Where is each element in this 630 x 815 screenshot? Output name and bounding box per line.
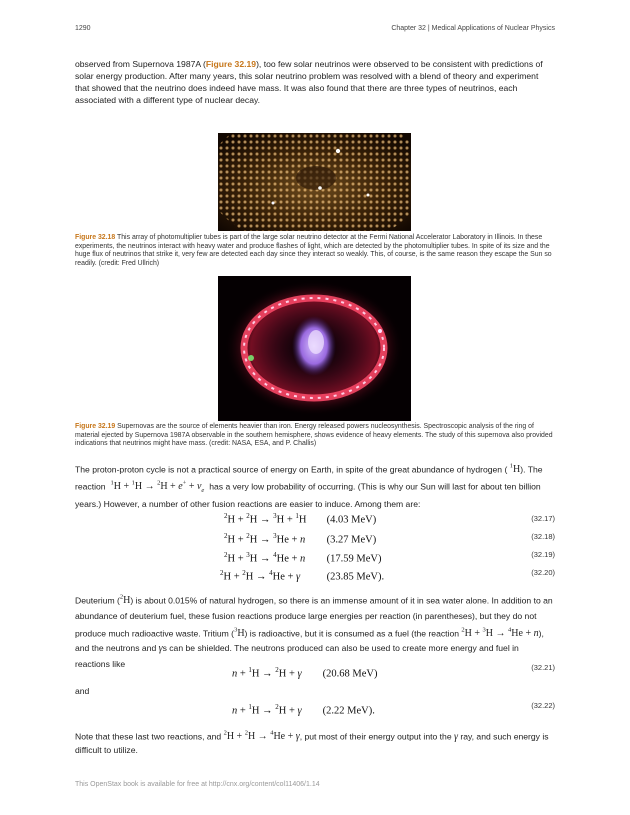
equation-32-21-number: (32.21) <box>531 663 555 672</box>
final-text-a: Note that these last two reactions, and <box>75 731 222 742</box>
pp-text-c: has a very low probability of occurring. (This is why our Sun will last for about ten billion years.) However, a number of other fusion reactions are easier to induce. Among them are: <box>75 481 541 509</box>
final-text-b: , put most of their energy output into the <box>299 731 452 742</box>
equation-32-17-energy: (4.03 MeV) <box>326 514 377 526</box>
page-number: 1290 <box>75 25 91 32</box>
equation-32-17: $^2$H + $^2$H → $^3$H + $^1$H (4.03 MeV) <box>224 512 377 526</box>
page-footer: This OpenStax book is available for free at http://cnx.org/content/col11406/1.14 <box>75 781 320 788</box>
equation-32-19-energy: (17.59 MeV) <box>326 553 382 565</box>
figure-32-18-caption <box>75 234 555 268</box>
equation-32-20-number: (32.20) <box>531 568 555 577</box>
equation-32-18-number: (32.18) <box>531 532 555 541</box>
equation-32-19-number: (32.19) <box>531 550 555 559</box>
gamma-symbol: γ <box>158 643 163 655</box>
final-text-c: ray, and such energy is difficult to utilize. <box>75 731 549 756</box>
figure-32-18-label: Figure 32.18 <box>75 234 116 241</box>
equation-32-19: $^2$H + $^3$H → $^4$He + n (17.59 MeV) <box>224 551 382 565</box>
final-paragraph <box>75 727 555 758</box>
photomultiplier-photo <box>218 133 411 231</box>
deut-text-d: ), and the neutrons and <box>75 627 544 654</box>
pp-text-b: ). The reaction <box>75 464 543 492</box>
intro-paragraph <box>75 59 555 107</box>
deuterium-paragraph <box>75 591 555 672</box>
intro-text-a: observed from Supernova 1987A ( <box>75 59 206 69</box>
supernova-photo <box>218 276 411 421</box>
hydrogen-1-symbol: $^1$H <box>509 463 521 476</box>
figure-32-19-text: Supernovas are the source of elements heavier than iron. Energy released powers nucleosynthesis. Spectroscopic analysis of the ring of material ejected by Supernova 1987A observable in the southern hemisphere, shows evidence of heavy elements. The study of this supernova also provided indications that neutrinos might have mass. (credit: NASA, ESA, and P. Challis) <box>75 423 553 448</box>
dd-reaction-formula: $^2$H + $^2$H → $^4$He + γ <box>223 730 300 743</box>
deut-text-a: Deuterium ( <box>75 595 120 606</box>
equation-32-21-energy: (20.68 MeV) <box>322 668 378 680</box>
equation-32-18-energy: (3.27 MeV) <box>326 534 377 546</box>
hydrogen-2-symbol: $^2$H <box>119 594 131 607</box>
deut-text-e: s can be shielded. The neutrons produced can also be used to create more energy and fuel in reactions like <box>75 643 519 670</box>
equation-32-18: $^2$H + $^2$H → $^3$He + n (3.27 MeV) <box>224 532 377 546</box>
deut-text-b: ) is about 0.015% of natural hydrogen, so there is an immense amount of it in sea water alone. In addition to an abundance of deuterium fuel, these fusion reactions produce large energies per reaction (in parentheses), but they do not produce much radioactive waste. Tritium ( <box>75 595 553 638</box>
pp-reaction-formula: $^1H + ^1H \to ^2H + e^+ + v_e$ <box>110 479 205 495</box>
gamma-symbol-2: γ <box>454 731 458 743</box>
intro-text-b: ), too few solar neutrinos were observed to be consistent with predictions of solar energy production. After many years, this solar neutrino problem was resolved with a blend of theory and experiment that showed that the neutrino does indeed have mass. It was also found that there are three types of neutrinos, each associated with a different type of nuclear decay. <box>75 59 543 105</box>
figure-32-19-caption <box>75 423 555 449</box>
equation-32-20-energy: (23.85 MeV). <box>326 571 385 583</box>
figure-link-32-19[interactable]: Figure 32.19 <box>205 59 257 69</box>
equation-32-22-number: (32.22) <box>531 701 555 710</box>
tritium-reaction-formula: $^2$H + $^3$H → $^4$He + n <box>461 626 539 639</box>
equation-32-17-number: (32.17) <box>531 514 555 523</box>
equation-32-22-energy: (2.22 MeV). <box>322 705 375 717</box>
equation-32-20: $^2$H + $^2$H → $^4$He + γ (23.85 MeV). <box>220 569 385 583</box>
pp-text-a: The proton-proton cycle is not a practical source of energy on Earth, in spite of the great abundance of hydrogen ( <box>75 464 508 475</box>
equation-32-21: n + $^1$H → $^2$H + γ (20.68 MeV) <box>232 666 378 680</box>
and-text: and <box>75 686 90 696</box>
proton-proton-paragraph <box>75 460 555 511</box>
deut-text-c: ) is radioactive, but it is consumed as a fuel (the reaction <box>244 627 460 638</box>
hydrogen-3-symbol: $^3$H <box>234 626 245 639</box>
chapter-title: Chapter 32 | Medical Applications of Nuclear Physics <box>391 25 555 32</box>
figure-32-18-text: This array of photomultiplier tubes is part of the large solar neutrino detector at the Fermi National Accelerator Laboratory in Illinois. In these experiments, the neutrinos interact with heavy water and produce flashes of light, which are detected by the photomultiplier tubes. In spite of its size and the huge flux of neutrinos that strike it, very few are detected each day since they interact so weakly. This, of course, is the same reason they escape the Sun so readily. (credit: Fred Ullrich) <box>75 234 552 267</box>
figure-32-19-label: Figure 32.19 <box>75 423 116 430</box>
equation-32-22: n + $^1$H → $^2$H + γ (2.22 MeV). <box>232 703 375 717</box>
